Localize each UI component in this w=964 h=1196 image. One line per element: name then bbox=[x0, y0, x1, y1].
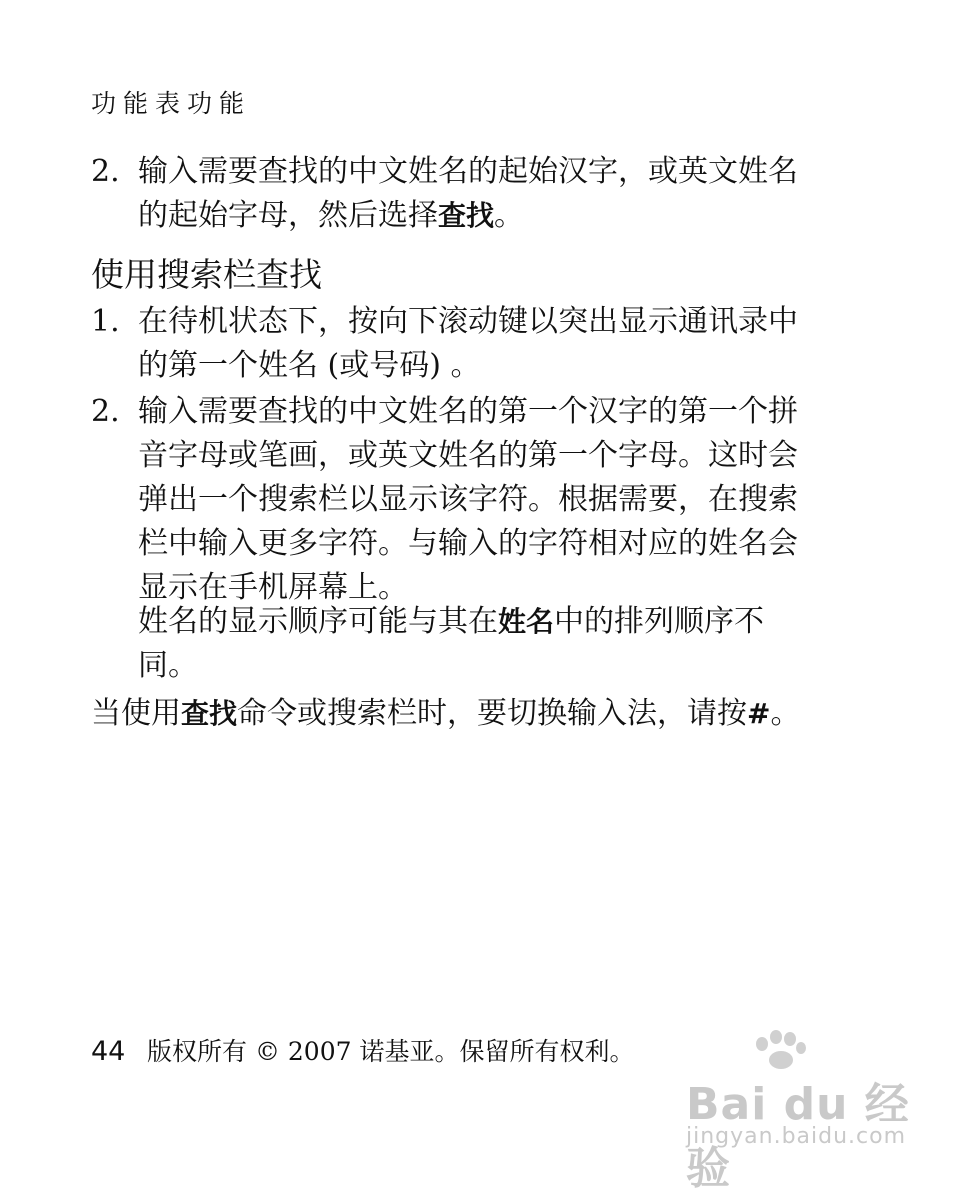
list-item-text: 输入需要查找的中文姓名的起始汉字，或英文姓名的起始字母，然后选择查找。 bbox=[138, 154, 798, 233]
watermark-brand: Bai du 经验 bbox=[686, 1079, 910, 1194]
list-number: 2. bbox=[91, 394, 120, 429]
note-paragraph: 姓名的显示顺序可能与其在姓名中的排列顺序不同。 bbox=[138, 604, 765, 683]
tip-paragraph: 当使用查找命令或搜索栏时，要切换输入法，请按#。 bbox=[91, 696, 801, 731]
bold-key-hash: # bbox=[747, 697, 771, 730]
bold-term-find: 查找 bbox=[181, 697, 238, 730]
list-item bbox=[91, 390, 813, 610]
list-item-text: 输入需要查找的中文姓名的第一个汉字的第一个拼音字母或笔画，或英文姓名的第一个字母。这时会弹出一个搜索栏以显示该字符。根据需要，在搜索栏中输入更多字符。与输入的字符相对应的姓名会显示在手机屏幕上。 bbox=[138, 394, 798, 605]
baidu-watermark bbox=[686, 1030, 916, 1194]
list-number: 2. bbox=[91, 154, 120, 189]
list-number: 1. bbox=[91, 304, 120, 339]
page-header: 功能表功能 bbox=[91, 89, 252, 118]
watermark-url: jingyan.baidu.com bbox=[686, 1124, 907, 1149]
list-item-text: 在待机状态下，按向下滚动键以突出显示通讯录中的第一个姓名 (或号码) 。 bbox=[138, 304, 798, 383]
paw-icon bbox=[750, 1030, 810, 1070]
list-item bbox=[91, 150, 813, 238]
page-footer bbox=[91, 1032, 634, 1072]
copyright-text: 版权所有 © 2007 诺基亚。保留所有权利。 bbox=[147, 1037, 635, 1066]
list-item bbox=[91, 300, 813, 388]
bold-term-find: 查找 bbox=[438, 199, 495, 232]
bold-term-name: 姓名 bbox=[498, 605, 555, 638]
page-number: 44 bbox=[91, 1036, 126, 1067]
section-heading: 使用搜索栏查找 bbox=[91, 255, 322, 294]
